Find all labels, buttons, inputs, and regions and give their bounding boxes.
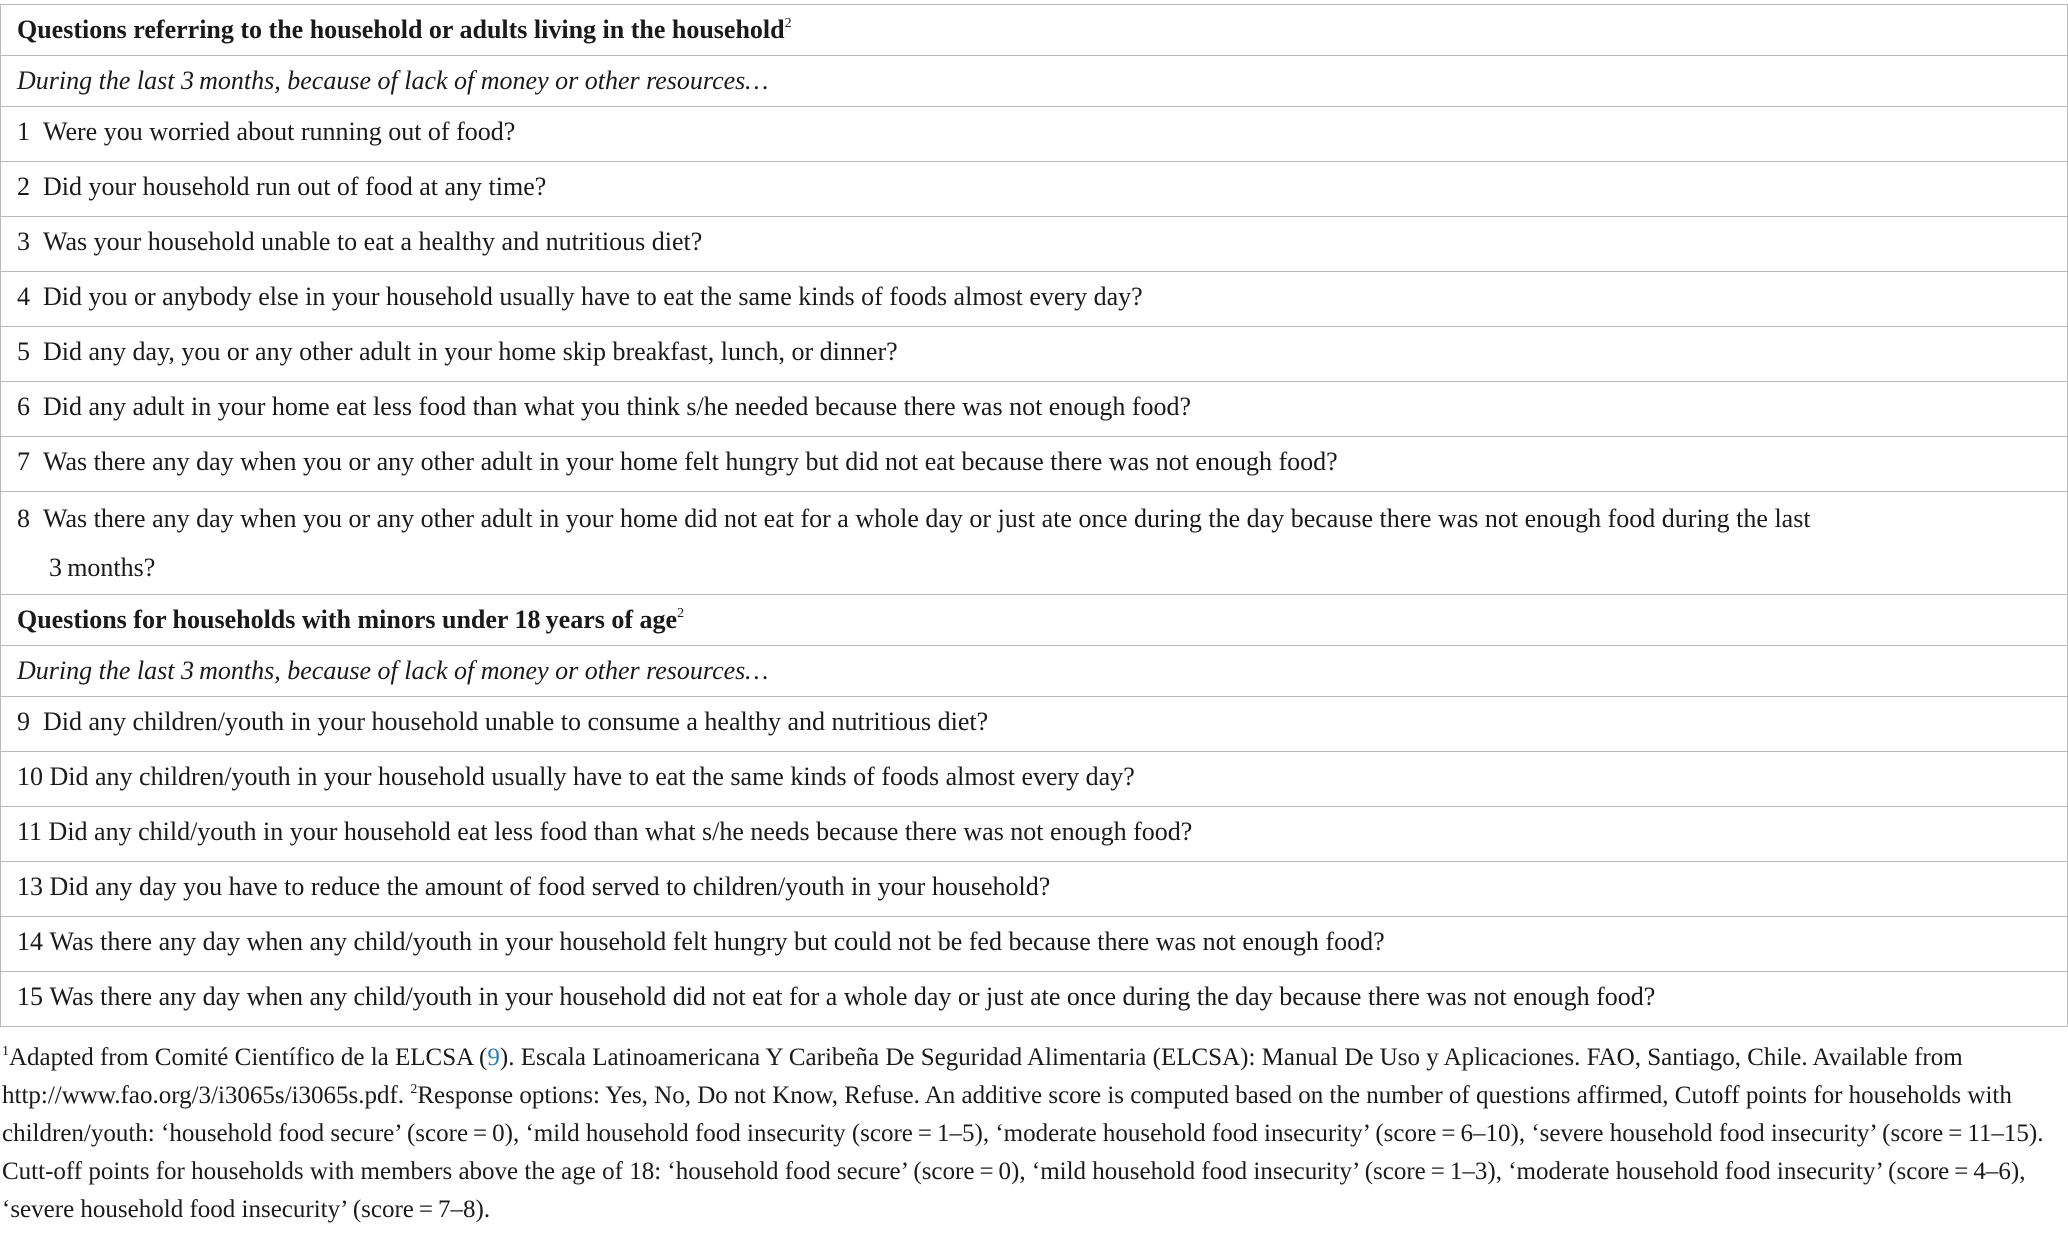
- item-number: 2: [17, 172, 30, 201]
- footnote-text: Response options: Yes, No, Do not Know, Refuse. An additive score is computed based on the number of questions affirmed, Cutoff points for households with children/youth: ‘household food secure’ (score = 0), ‘mild household food insecurity (score = 1–5), ‘moderate household food insecurity’ (score = 6–10), ‘severe household food insecurity’ (score = 11–15). Cutt-off points for households with members above the age of 18: ‘household food secure’ (score = 0), ‘mild household food insecurity’ (score = 1–3), ‘moderate household food insecurity’ (score = 4–6), ‘severe household food insecurity’ (score = 7–8).: [2, 1082, 2044, 1223]
- section-subtitle-row: [1, 646, 2068, 697]
- table-row: [1, 862, 2068, 917]
- footnote-marker: 2: [784, 16, 792, 31]
- questionnaire-table: [0, 4, 2068, 1027]
- item-text: Did your household run out of food at any time?: [43, 172, 547, 201]
- table-footnote: [0, 1027, 2068, 1229]
- item-number: 6: [17, 392, 30, 421]
- section-header-row: [1, 595, 2068, 646]
- item-number: 8: [17, 504, 30, 533]
- item-text: Was there any day when you or any other adult in your home felt hungry but did not eat because there was not enough food?: [43, 447, 1338, 476]
- table-row: [1, 807, 2068, 862]
- item-number: 11: [17, 817, 43, 846]
- item-text: Did you or anybody else in your household usually have to eat the same kinds of foods almost every day?: [43, 282, 1143, 311]
- reference-link[interactable]: 9: [487, 1044, 500, 1071]
- table-row: [1, 382, 2068, 437]
- section-title: Questions for households with minors under 18 years of age$^2$: [1, 595, 2068, 646]
- table-row: [1, 162, 2068, 217]
- table-row: [1, 917, 2068, 972]
- footnote-marker: 2: [677, 606, 685, 621]
- table-row: [1, 327, 2068, 382]
- table-row: [1, 697, 2068, 752]
- item-text: Did any children/youth in your household unable to consume a healthy and nutritious diet?: [43, 707, 989, 736]
- item-text: Did any child/youth in your household eat less food than what s/he needs because there was not enough food?: [48, 817, 1193, 846]
- item-number: 15: [17, 982, 43, 1011]
- item-text: Did any adult in your home eat less food than what you think s/he needed because there was not enough food?: [43, 392, 1192, 421]
- table-row: [1, 492, 2068, 595]
- item-text: Did any children/youth in your household usually have to eat the same kinds of foods almost every day?: [49, 762, 1135, 791]
- item-text: Did any day, you or any other adult in your home skip breakfast, lunch, or dinner?: [43, 337, 898, 366]
- item-number: 7: [17, 447, 30, 476]
- item-number: 13: [17, 872, 43, 901]
- section-subtitle-row: [1, 56, 2068, 107]
- section-header-row: [1, 5, 2068, 56]
- item-text: Did any day you have to reduce the amount of food served to children/youth in your household?: [49, 872, 1051, 901]
- item-text: Was there any day when any child/youth in your household felt hungry but could not be fed because there was not enough food?: [49, 927, 1385, 956]
- table-row: [1, 972, 2068, 1027]
- item-number: 3: [17, 227, 30, 256]
- document: [0, 4, 2068, 1229]
- item-text-continued: 3 months?: [49, 553, 156, 582]
- item-number: 10: [17, 762, 43, 791]
- table-row: [1, 752, 2068, 807]
- section-title: Questions referring to the household or adults living in the household$^2$: [1, 5, 2068, 56]
- item-number: 14: [17, 927, 43, 956]
- section-subtitle: During the last 3 months, because of lack of money or other resources…: [1, 646, 2068, 697]
- item-text: Was there any day when you or any other adult in your home did not eat for a whole day or just ate once during the day because there was not enough food during the last: [43, 504, 1811, 533]
- item-number: 9: [17, 707, 30, 736]
- footnote-marker: 2: [410, 1082, 418, 1097]
- footnote-text: Adapted from Comité Científico de la ELCSA (: [9, 1044, 488, 1071]
- item-number: 1: [17, 117, 30, 146]
- table-row: [1, 217, 2068, 272]
- section-subtitle: During the last 3 months, because of lack of money or other resources…: [1, 56, 2068, 107]
- table-row: [1, 107, 2068, 162]
- item-text: Was your household unable to eat a healthy and nutritious diet?: [43, 227, 703, 256]
- footnote-marker: 1: [2, 1044, 9, 1059]
- table-row: [1, 437, 2068, 492]
- item-number: 5: [17, 337, 30, 366]
- item-number: 4: [17, 282, 30, 311]
- footnote-text: ). Escala Latinoamericana Y Caribeña De Seguridad Alimentaria (ELCSA): Manual De Uso y Aplicaciones. FAO, Santiago, Chile. Available from http://www.fao.org/3/i3065s/i3065s.pdf.: [2, 1044, 1963, 1109]
- item-text: Were you worried about running out of food?: [43, 117, 516, 146]
- table-row: [1, 272, 2068, 327]
- item-text: Was there any day when any child/youth in your household did not eat for a whole day or just ate once during the day because there was not enough food?: [49, 982, 1656, 1011]
